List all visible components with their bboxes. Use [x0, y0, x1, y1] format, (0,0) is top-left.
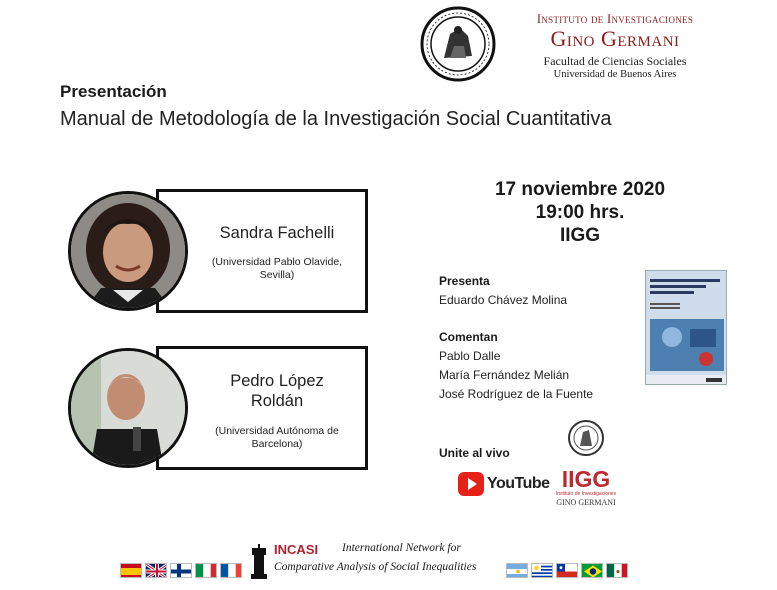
iigg-sub2: GINO GERMANI	[556, 498, 616, 507]
italy-flag-icon	[195, 563, 217, 578]
event-datetime	[440, 178, 720, 247]
institute-header	[515, 12, 715, 80]
institute-university: Universidad de Buenos Aires	[553, 69, 677, 80]
presenta-person: Eduardo Chávez Molina	[439, 293, 568, 307]
commentator: Pablo Dalle	[439, 349, 501, 363]
institute-faculty: Facultad de Ciencias Sociales	[543, 54, 687, 68]
event-place: IIGG	[559, 225, 601, 246]
affiliation-line: Barcelona)	[251, 438, 303, 450]
presentation-label: Presentación	[60, 82, 167, 101]
affiliation-line: Sevilla)	[259, 269, 295, 281]
speaker-name-line: Pedro López	[230, 372, 324, 390]
argentina-flag-icon	[506, 563, 528, 578]
speaker-name-line: Roldán	[250, 392, 304, 410]
event-date: 17 noviembre 2020	[494, 179, 666, 200]
chile-flag-icon	[556, 563, 578, 578]
commentator: María Fernández Melián	[439, 368, 570, 382]
spain-flag-icon	[120, 563, 142, 578]
affiliation-line: (Universidad Pablo Olavide,	[211, 256, 343, 268]
youtube-label: YouTube	[487, 475, 550, 492]
incasi-logo	[248, 542, 508, 582]
uk-flag-icon	[145, 563, 167, 578]
speaker-name: Sandra Fachelli	[219, 224, 335, 242]
iigg-sub1: Instituto de Investigaciones	[555, 491, 617, 497]
speaker-photo-2	[68, 348, 188, 468]
iigg-logo	[548, 418, 624, 514]
speaker-name	[195, 371, 359, 411]
affiliation-line: (Universidad Autónoma de	[215, 425, 339, 437]
incasi-name: INCASI	[274, 542, 319, 557]
incasi-line2: Comparative Analysis of Social Inequalities	[274, 561, 477, 573]
presentation-title: Manual de Metodología de la Investigación Social Cuantitativa	[60, 108, 612, 130]
mexico-flag-icon	[606, 563, 628, 578]
event-time: 19:00 hrs.	[535, 202, 625, 223]
uruguay-flag-icon	[531, 563, 553, 578]
incasi-line1: International Network for	[342, 542, 461, 554]
comentan-label: Comentan	[439, 330, 498, 344]
iigg-acronym: IIGG	[561, 466, 611, 492]
institute-line1: Instituto de Investigaciones	[536, 12, 694, 26]
uba-seal-icon	[420, 6, 496, 82]
brazil-flag-icon	[581, 563, 603, 578]
speaker-affiliation	[195, 256, 359, 282]
speaker-photo-1	[68, 191, 188, 311]
speaker-affiliation	[195, 425, 359, 451]
book-cover	[645, 270, 727, 385]
institute-name: Gino Germani	[550, 26, 680, 51]
live-label: Unite al vivo	[439, 446, 510, 460]
finland-flag-icon	[170, 563, 192, 578]
presenta-label: Presenta	[439, 274, 490, 288]
commentator: José Rodríguez de la Fuente	[439, 387, 594, 401]
youtube-logo[interactable]	[458, 470, 550, 500]
incasi-chess-icon	[248, 544, 270, 580]
france-flag-icon	[220, 563, 242, 578]
